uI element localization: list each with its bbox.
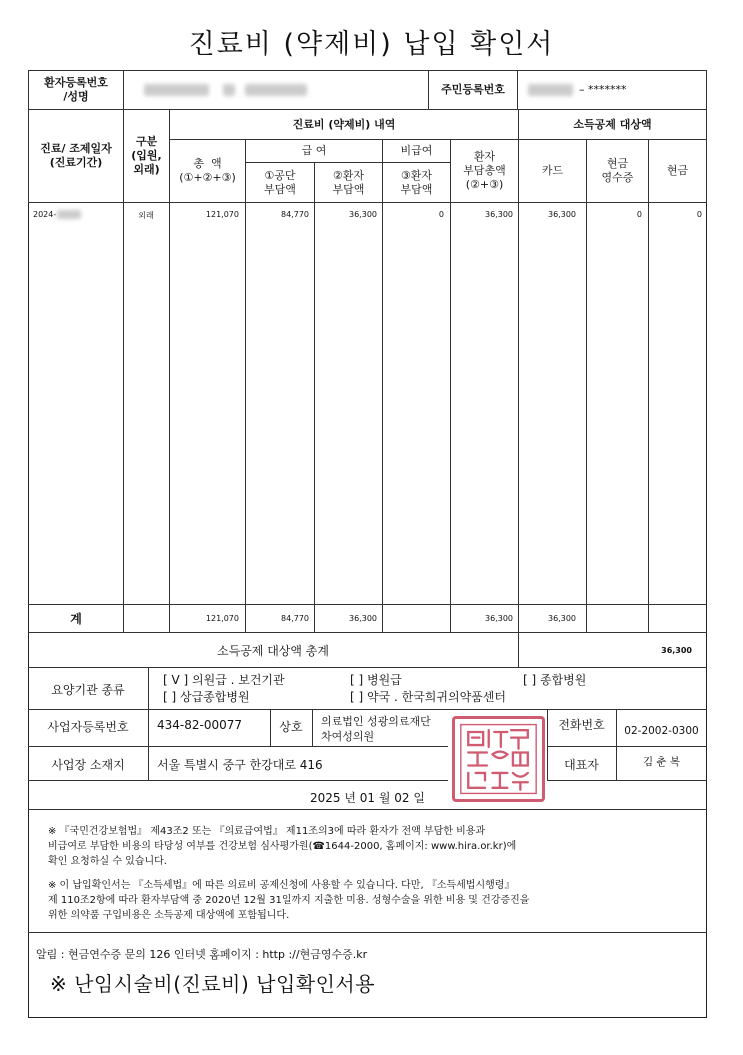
covered-header: 급 여 [245,139,383,163]
row-date: 2024- [33,210,81,219]
redacted-date [57,210,81,219]
business-name-label: 상호 [279,720,303,734]
redacted-patient-id [144,84,209,96]
phone-label: 전화번호 [558,718,605,732]
institution-option-general: [ ] 종합병원 [523,673,587,687]
row-insurer: 84,770 [281,210,309,219]
resident-no-label: 주민등록번호 [428,70,518,110]
cashreceipt-column-header: 현금 영수증 [586,139,649,203]
breakdown-header: 진료비 (약제비) 내역 [169,109,519,140]
row-card: 36,300 [548,210,576,219]
col-line [616,709,617,781]
line [28,667,707,668]
institution-option-tertiary: [ ] 상급종합병원 [163,690,250,704]
document-title: 진료비 (약제비) 납입 확인서 [188,29,555,60]
type-column-header: 구분 (입원, 외래) [123,109,170,203]
footer-purpose: ※ 난임시술비(진료비) 납입확인서용 [50,972,376,996]
sum-patient: 36,300 [349,614,377,623]
note-2-line1: ※ 이 납입확인서는 『소득세법』에 따른 의료비 공제신청에 사용할 수 있습니다. 다만, 『소득세법시행령』 [48,880,515,891]
resident-no-value [517,70,707,110]
resident-no-suffix: – ******* [579,83,627,97]
row-cash: 0 [696,210,702,219]
date-column-header: 진료/ 조제일자 (진료기간) [28,109,124,203]
row-patient: 36,300 [349,210,377,219]
note-2-line2: 제 110조2항에 따라 환자부담액 중 2020년 12월 31일까지 지출한 미용. 성형수술을 위한 비용 및 건강증진을 [48,895,530,906]
business-name-line2: 차여성의원 [321,730,375,743]
institution-option-clinic: [ V ] 의원급 . 보건기관 [163,673,285,687]
row-cashreceipt: 0 [636,210,642,219]
patient-total-header: 환자 부담총액 (②+③) [450,139,519,203]
business-reg-label: 사업자등록번호 [47,720,129,734]
cash-receipt-info: 알림 : 현금연수증 문의 126 인터넷 홈페이지 : http ://현금영수증.kr [36,948,368,961]
sum-total: 121,070 [205,614,239,623]
col-line [245,202,246,633]
total-column-header: 총 액 (①+②+③) [169,139,246,203]
col-line [312,709,313,747]
deduction-header: 소득공제 대상액 [518,109,707,140]
institution-type-label: 요양기관 종류 [51,683,125,697]
col-line [518,202,519,668]
line [28,809,707,810]
phone-number: 02-2002-0300 [624,725,699,737]
redacted-mark [223,84,235,96]
business-reg-number: 434-82-00077 [157,718,243,732]
line [28,632,707,633]
line [547,746,707,747]
col-line [123,202,124,633]
sum-patient-total: 36,300 [485,614,513,623]
note-2-line3: 위한 의약품 구입비용은 소득공제 대상액에 포함됩니다. [48,910,290,921]
line [28,746,448,747]
patient-id-label: 환자등록번호 /성명 [28,70,124,110]
line [28,709,707,710]
line [28,932,707,933]
institution-option-hospital: [ ] 병원급 [350,673,402,687]
sum-insurer: 84,770 [281,614,309,623]
line [28,780,448,781]
line [547,780,707,781]
insurer-column-header: ①공단 부담액 [245,162,315,203]
cash-column-header: 현금 [648,139,707,203]
seal-pattern [455,719,542,799]
row-noncovered: 0 [438,210,444,219]
col-line [148,709,149,781]
address-label: 사업장 소재지 [51,758,125,772]
issue-date: 2025 년 01 월 02 일 [310,791,425,805]
business-address: 서울 특별시 중구 한강대로 416 [157,758,323,772]
patient-id-value [123,70,429,110]
col-line [169,202,170,633]
col-line [648,202,649,633]
note-1-line1: ※ 『국민건강보험법』 제43조2 또는 『의료급여법』 제11조의3에 따라 환자가 전액 부담한 비용과 [48,826,486,837]
row-patient-total: 36,300 [485,210,513,219]
representative-name: 김 춘 복 [642,756,681,768]
redacted-name [245,84,307,96]
deduction-total-value: 36,300 [661,646,692,655]
card-column-header: 카드 [518,139,587,203]
row-total: 121,070 [205,210,239,219]
note-1-line2: 비급여로 부담한 비용의 타당성 여부를 건강보험 심사평가원(☎1644-2000, 홈페이지: www.hira.or.kr)에 [48,841,517,852]
redacted-resident-no [528,84,573,96]
noncovered-header: 비급여 [382,139,451,163]
row-type: 외래 [138,211,154,220]
col-line [314,202,315,633]
sum-label: 계 [70,612,82,626]
representative-label: 대표자 [564,758,599,772]
institution-option-pharmacy: [ ] 약국 . 한국희귀의약품센터 [350,690,506,704]
sum-top-line [28,604,707,605]
col-line [148,667,149,709]
body-top-line [28,202,707,203]
col-line [450,202,451,633]
sum-card: 36,300 [548,614,576,623]
col-line [382,202,383,633]
deduction-total-label: 소득공제 대상액 총계 [217,644,329,658]
noncovered-patient-header: ③환자 부담액 [382,162,451,203]
col-line [586,202,587,633]
note-1-line3: 확인 요청하실 수 있습니다. [48,856,167,867]
patient-column-header: ②환자 부담액 [314,162,383,203]
business-name-line1: 의료법인 성광의료재단 [321,715,431,728]
